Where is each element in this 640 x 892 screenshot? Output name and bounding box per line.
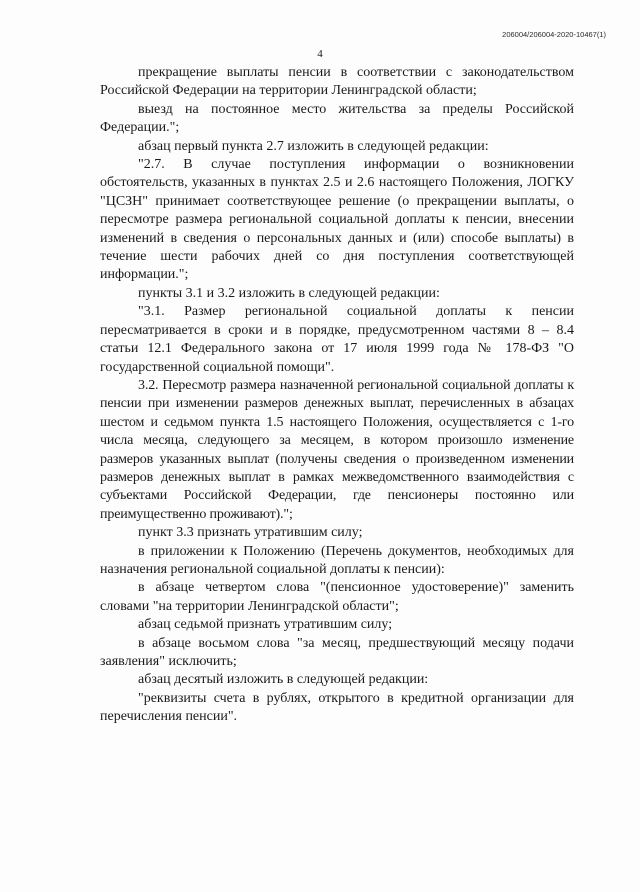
paragraph-departure: выезд на постоянное место жительства за пределы Российской Федерации.";: [100, 101, 574, 136]
page-number: 4: [317, 48, 323, 60]
paragraph-fourth-abzac: в абзаце четвертом слова "(пенсионное удостоверение)" заменить словами "на территории Ленинградской области";: [100, 580, 574, 614]
document-body: [100, 64, 574, 727]
paragraph-seventh-abzac: абзац седьмой признать утратившим силу;: [138, 617, 393, 633]
paragraph-bank-details: "реквизиты счета в рублях, открытого в кредитной организации для перечисления пенсии".: [100, 690, 574, 725]
paragraph-eighth-abzac: в абзаце восьмом слова "за месяц, предшествующий месяцу подачи заявления" исключить;: [100, 635, 574, 669]
paragraph-amend-3-1-3-2: пункты 3.1 и 3.2 изложить в следующей редакции:: [138, 285, 440, 301]
paragraph-clause-3-2: 3.2. Пересмотр размера назначенной региональной социальной доплаты к пенсии при изменении размеров денежных выплат, перечисленных в абзацах шестом и седьмом пункта 1.5 настоящего Положения, осуществляется с 1-го числа месяца, следующего за месяцем, в котором произошло изменение размеров указанных выплат (получены сведения о произведенном изменении размеров денежных выплат в рамках межведомственного взаимодействия с субъектами Российской Федерации, где пенсионеры постоянно или преимущественно проживают).";: [100, 377, 574, 522]
paragraph-clause-2-7: "2.7. В случае поступления информации о возникновении обстоятельств, указанных в пунктах 2.5 и 2.6 настоящего Положения, ЛОГКУ "ЦСЗН" принимает соответствующее решение (о прекращении выплаты, о пересмотре размера региональной социальной доплаты к пенсии, внесении изменений в сведения о персональных данных и (или) способе выплаты) в течение шести рабочих дней со дня поступления соответствующей информации.";: [100, 157, 574, 283]
paragraph-amend-2-7: абзац первый пункта 2.7 изложить в следующей редакции:: [138, 138, 489, 154]
paragraph-appendix: в приложении к Положению (Перечень документов, необходимых для назначения региональной социальной доплаты к пенсии):: [100, 543, 574, 577]
paragraph-clause-3-1: "3.1. Размер региональной социальной доплаты к пенсии пересматривается в сроки и в порядке, предусмотренном частями 8 – 8.4 статьи 12.1 Федерального закона от 17 июля 1999 года № 178-ФЗ "О государственной социальной помощи".: [100, 304, 574, 375]
paragraph-pension-termination: прекращение выплаты пенсии в соответствии с законодательством Российской Федерации на территории Ленинградской области;: [100, 65, 574, 99]
paragraph-tenth-abzac: абзац десятый изложить в следующей редакции:: [138, 672, 429, 688]
document-id: 206004/206004-2020-10467(1): [502, 30, 606, 39]
paragraph-clause-3-3-void: пункт 3.3 признать утратившим силу;: [138, 525, 363, 541]
